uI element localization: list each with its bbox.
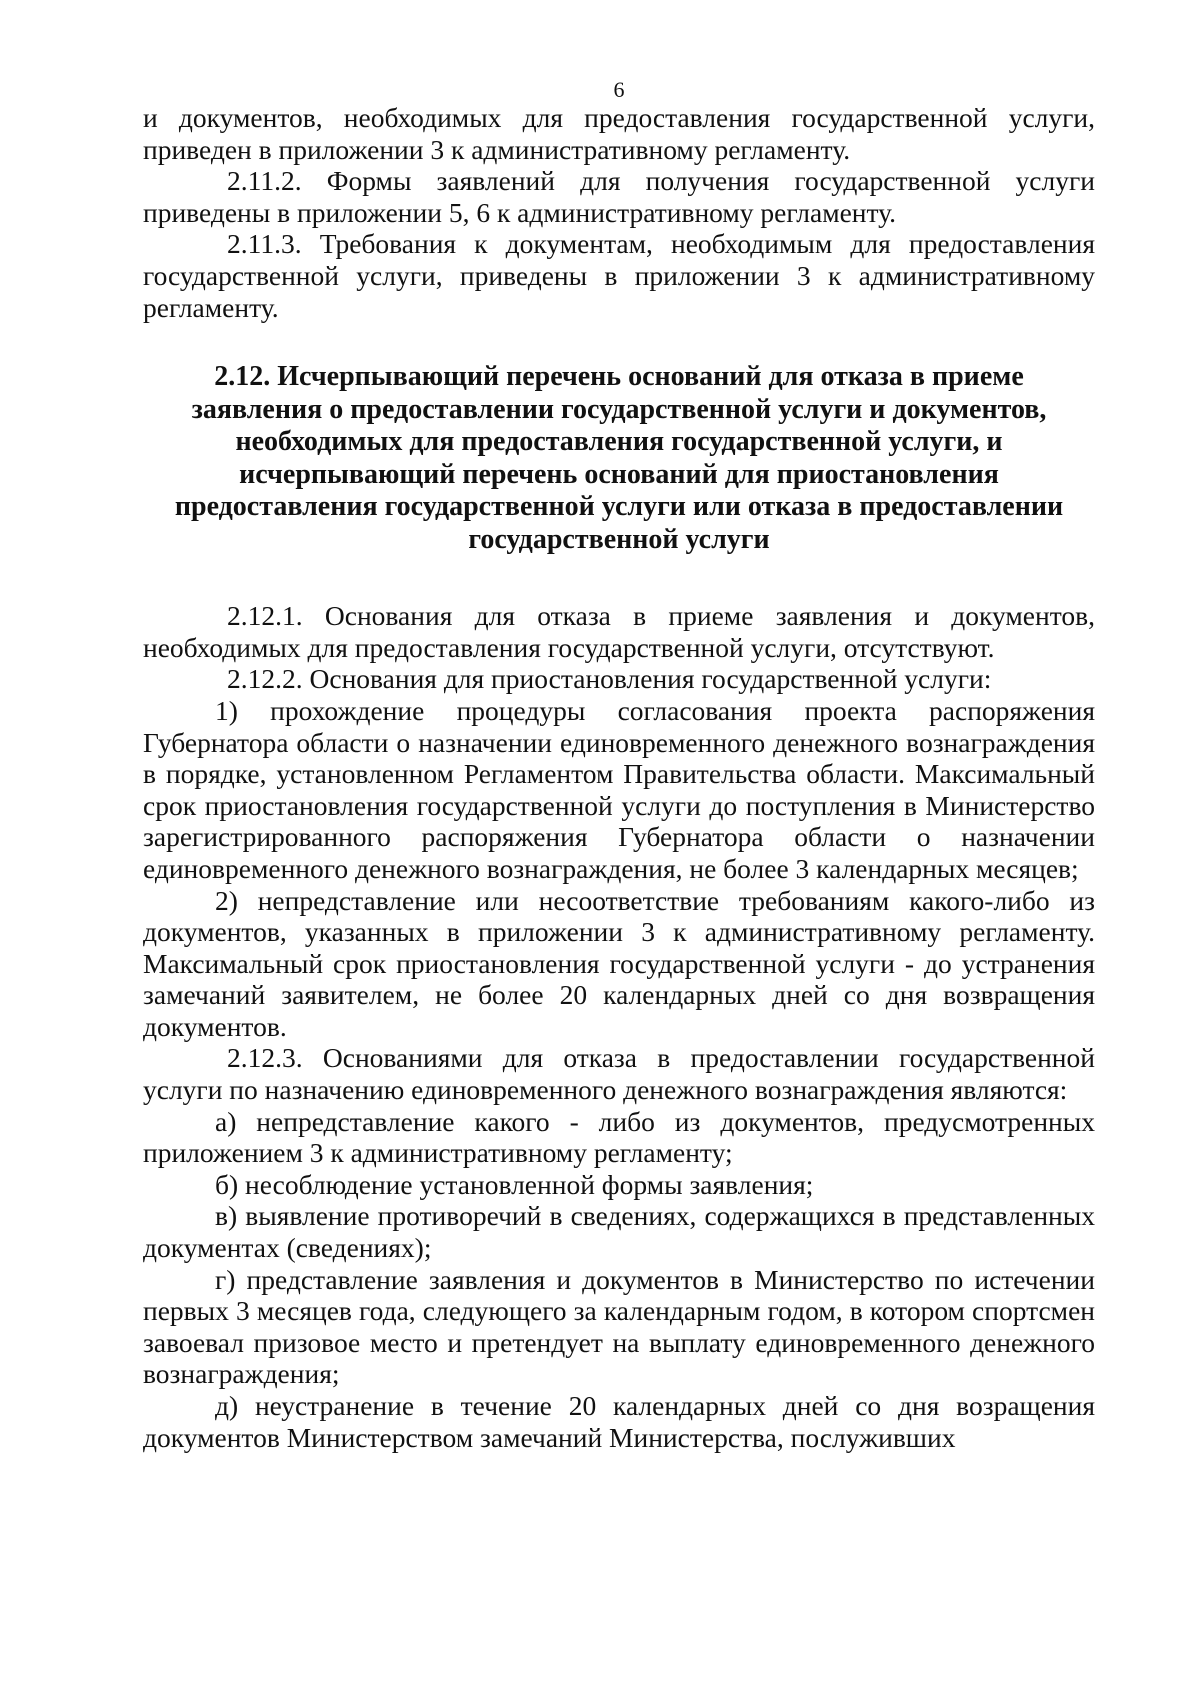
section-heading-2-12: 2.12. Исчерпывающий перечень оснований для отказа в приеме заявления о предоставлении государственной услуги и документов, необходимых для предоставления государственной услуги, и исчерпывающий перечень оснований для приостановления предоставления государственной услуги или отказа в предоставлении государственной услуги xyxy=(174,361,1064,555)
paragraph-2-12-1: 2.12.1. Основания для отказа в приеме заявления и документов, необходимых для предоставления государственной услуги, отсутствуют. xyxy=(143,600,1095,663)
paragraph-2-11-2: 2.11.2. Формы заявлений для получения государственной услуги приведены в приложении 5, 6 к административному регламенту. xyxy=(143,165,1095,228)
list-item-d: д) неустранение в течение 20 календарных дней со дня возращения документов Министерством замечаний Министерства, послуживших xyxy=(143,1390,1095,1453)
paragraph-continuation: и документов, необходимых для предоставления государственной услуги, приведен в приложении 3 к административному регламенту. xyxy=(143,102,1095,165)
list-item-1: 1) прохождение процедуры согласования проекта распоряжения Губернатора области о назначении единовременного денежного вознаграждения в порядке, установленном Регламентом Правительства области. Максимальный срок приостановления государственной услуги до поступления в Министерство зарегистрированного распоряжения Губернатора области о назначении единовременного денежного вознаграждения, не более 3 календарных месяцев; xyxy=(143,694,1095,884)
paragraph-2-12-3: 2.12.3. Основаниями для отказа в предоставлении государственной услуги по назначению единовременного денежного вознаграждения являются: xyxy=(143,1042,1095,1106)
list-item-b: б) несоблюдение установленной формы заявления; xyxy=(215,1168,814,1200)
list-item-v: в) выявление противоречий в сведениях, содержащихся в представленных документах (сведениях); xyxy=(143,1200,1095,1264)
list-item-g: г) представление заявления и документов в Министерство по истечении первых 3 месяцев года, следующего за календарным годом, в котором спортсмен завоевал призовое место и претендует на выплату единовременного денежного вознаграждения; xyxy=(143,1263,1095,1390)
document-page xyxy=(143,78,1095,1453)
paragraph-2-11-3: 2.11.3. Требования к документам, необходимым для предоставления государственной услуги, приведены в приложении 3 к административному регламенту. xyxy=(143,228,1095,323)
paragraph-2-12-2: 2.12.2. Основания для приостановления государственной услуги: xyxy=(227,663,992,695)
page-number: 6 xyxy=(613,77,625,102)
list-item-2: 2) непредставление или несоответствие требованиям какого-либо из документов, указанных в приложении 3 к административному регламенту. Максимальный срок приостановления государственной услуги - до устранения замечаний заявителем, не более 20 календарных дней со дня возвращения документов. xyxy=(143,884,1095,1042)
list-item-a: а) непредставление какого - либо из документов, предусмотренных приложением 3 к административному регламенту; xyxy=(143,1105,1095,1169)
